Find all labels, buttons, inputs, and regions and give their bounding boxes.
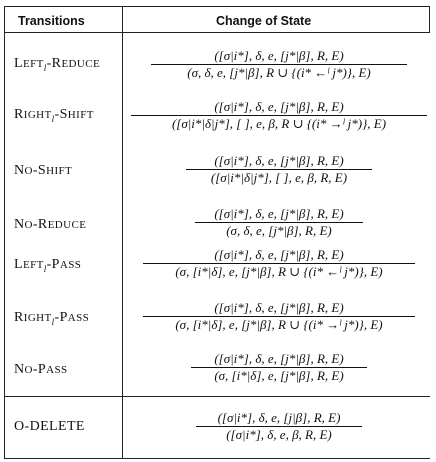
header-rule — [4, 32, 430, 33]
rule-numerator: ([σ|i*], δ, e, [j|β], R, E) — [217, 410, 341, 425]
rule-denominator: (σ, [i*|δ], e, [j*|β], R, E) — [214, 368, 344, 383]
row-label-no-shift: NO-SHIFT — [14, 163, 73, 178]
rule-numerator: ([σ|i*], δ, e, [j*|β], R, E) — [214, 351, 344, 366]
rule-left-reduce — [128, 48, 430, 81]
rule-no-reduce — [128, 206, 430, 239]
rule-denominator: ([σ|i*], δ, e, β, R, E) — [226, 427, 332, 442]
rule-numerator: ([σ|i*], δ, e, [j*|β], R, E) — [214, 206, 344, 221]
rule-left-pass — [128, 247, 430, 280]
row-label-no-pass: NO-PASS — [14, 362, 68, 377]
rule-denominator: (σ, δ, e, [j*|β], R ∪ {(i* ←ˡ j*)}, E) — [187, 65, 371, 80]
header-right-border — [429, 6, 430, 32]
rule-o-delete — [128, 410, 430, 443]
rule-numerator: ([σ|i*], δ, e, [j*|β], R, E) — [214, 48, 344, 63]
rule-numerator: ([σ|i*], δ, e, [j*|β], R, E) — [214, 99, 344, 114]
rule-no-pass — [128, 351, 430, 384]
rule-numerator: ([σ|i*], δ, e, [j*|β], R, E) — [214, 300, 344, 315]
top-rule — [4, 6, 430, 7]
rule-denominator: (σ, [i*|δ], e, [j*|β], R ∪ {(i* ←ˡ j*)}, E) — [175, 264, 383, 279]
rule-denominator: (σ, δ, e, [j*|β], R, E) — [226, 223, 332, 238]
row-label-left-pass: $LEFT_l$-PASS — [14, 257, 82, 274]
rule-denominator: ([σ|i*|δ|j*], [ ], e, β, R, E) — [210, 170, 348, 185]
row-label-left-reduce: $LEFT_l$-REDUCE — [14, 56, 101, 73]
rule-right-shift — [128, 99, 430, 132]
header-transitions: Transitions — [18, 14, 85, 28]
section-rule — [4, 396, 430, 397]
row-label-no-reduce: NO-REDUCE — [14, 217, 87, 232]
rule-denominator: ([σ|i*|δ|j*], [ ], e, β, R ∪ {(i* →ˡ j*)}, E) — [171, 116, 387, 131]
row-label-o-delete: O-DELETE — [14, 419, 85, 434]
rule-right-pass — [128, 300, 430, 333]
column-divider — [122, 6, 123, 458]
row-label-right-shift: $RIGHT_l$-SHIFT — [14, 107, 94, 124]
left-border — [4, 6, 5, 458]
rule-denominator: (σ, [i*|δ], e, [j*|β], R ∪ {(i* →ˡ j*)}, E) — [175, 317, 383, 332]
bottom-rule — [4, 458, 430, 459]
header-change-of-state: Change of State — [216, 14, 312, 28]
rule-no-shift — [128, 153, 430, 186]
row-label-right-pass: $RIGHT_l$-PASS — [14, 310, 90, 327]
transitions-table — [4, 6, 430, 458]
rule-numerator: ([σ|i*], δ, e, [j*|β], R, E) — [214, 247, 344, 262]
rule-numerator: ([σ|i*], δ, e, [j*|β], R, E) — [214, 153, 344, 168]
